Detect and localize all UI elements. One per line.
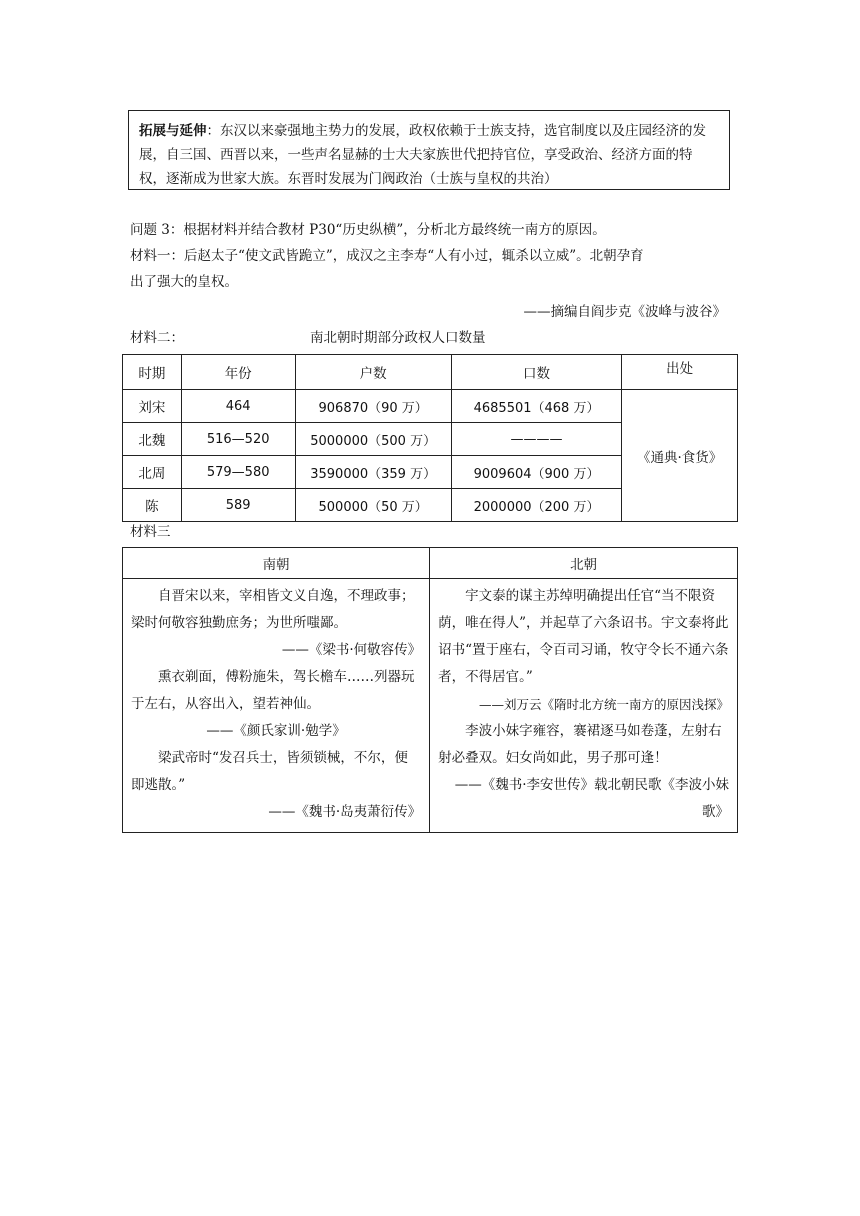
material1-line2: 出了强大的皇权。 — [130, 274, 238, 290]
header-source: 出处 — [622, 355, 738, 390]
header-north: 北朝 — [430, 548, 738, 579]
south-cell — [123, 579, 430, 833]
header-period: 时期 — [123, 355, 182, 390]
cell-year: 579—580 — [181, 456, 295, 489]
extension-text: ：东汉以来豪强地主势力的发展，政权依赖于士族支持，选官制度以及庄园经济的发展，自三国、西晋以来，一些声名显赫的士大夫家族世代把持官位，享受政治、经济方面的特权，逐渐成为世家大族。东晋时发展为门阀政治（士族与皇权的共治） — [139, 123, 706, 187]
population-table — [122, 354, 738, 522]
header-south: 南朝 — [123, 548, 430, 579]
cell-households: 500000（50 万） — [295, 489, 451, 522]
cell-period: 北周 — [123, 456, 182, 489]
cell-population: 4685501（468 万） — [451, 390, 621, 423]
south-source-2: ——《颜氏家训·勉学》 — [206, 723, 346, 739]
header-population: 口数 — [451, 355, 621, 390]
cell-source: 《通典·食货》 — [622, 390, 738, 522]
cell-households: 3590000（359 万） — [295, 456, 451, 489]
material3-label: 材料三 — [130, 524, 171, 540]
south-source-1: ——《梁书·何敬容传》 — [281, 642, 422, 658]
cell-year: 516—520 — [181, 423, 295, 456]
cell-period: 陈 — [123, 489, 182, 522]
north-source-2: ——《魏书·李安世传》载北朝民歌《李波小妹歌》 — [454, 777, 729, 820]
question-3: 问题 3：根据材料并结合教材 P30“历史纵横”，分析北方最终统一南方的原因。 — [130, 222, 606, 238]
north-paragraph-2: 李波小妹字雍容，褰裙逐马如卷蓬，左射右射必叠双。妇女尚如此，男子那可逢！ — [438, 723, 722, 766]
north-source-1: ——刘万云《隋时北方统一南方的原因浅探》 — [478, 697, 729, 712]
table-row — [123, 390, 738, 423]
cell-period: 刘宋 — [123, 390, 182, 423]
table-row — [123, 579, 738, 833]
north-paragraph-1: 宇文泰的谋主苏绰明确提出任官“当不限资荫，唯在得人”，并起草了六条诏书。宇文泰将此诏书“置于座右，令百司习诵，牧守令长不通六条者，不得居官。” — [438, 588, 729, 685]
material1-source: ——摘编自阎步克《波峰与波谷》 — [523, 304, 726, 320]
cell-period: 北魏 — [123, 423, 182, 456]
cell-population: 9009604（900 万） — [451, 456, 621, 489]
cell-population: 2000000（200 万） — [451, 489, 621, 522]
cell-households: 5000000（500 万） — [295, 423, 451, 456]
cell-population: ———— — [451, 423, 621, 456]
cell-year: 589 — [181, 489, 295, 522]
cell-year: 464 — [181, 390, 295, 423]
material2-label: 材料二： — [130, 330, 184, 346]
south-source-3: ——《魏书·岛夷萧衍传》 — [268, 804, 422, 820]
extension-box — [128, 110, 730, 190]
south-north-table — [122, 547, 738, 833]
material1-line1: 材料一：后赵太子“使文武皆跪立”，成汉之主李寿“人有小过，辄杀以立威”。北朝孕育 — [130, 248, 644, 264]
material2-title: 南北朝时期部分政权人口数量 — [310, 330, 486, 346]
extension-label: 拓展与延伸 — [139, 123, 207, 139]
table-header-row — [123, 355, 738, 390]
table-header-row — [123, 548, 738, 579]
north-cell — [430, 579, 738, 833]
header-year: 年份 — [181, 355, 295, 390]
south-paragraph-3: 梁武帝时“发召兵士，皆须锁械，不尔，便即逃散。” — [131, 750, 408, 793]
header-households: 户数 — [295, 355, 451, 390]
south-paragraph-1: 自晋宋以来，宰相皆文义自逸，不理政事；梁时何敬容独勤庶务；为世所嗤鄙。 — [131, 588, 415, 631]
cell-households: 906870（90 万） — [295, 390, 451, 423]
south-paragraph-2: 熏衣剃面，傅粉施朱，驾长檐车……列器玩于左右，从容出入，望若神仙。 — [131, 669, 415, 712]
